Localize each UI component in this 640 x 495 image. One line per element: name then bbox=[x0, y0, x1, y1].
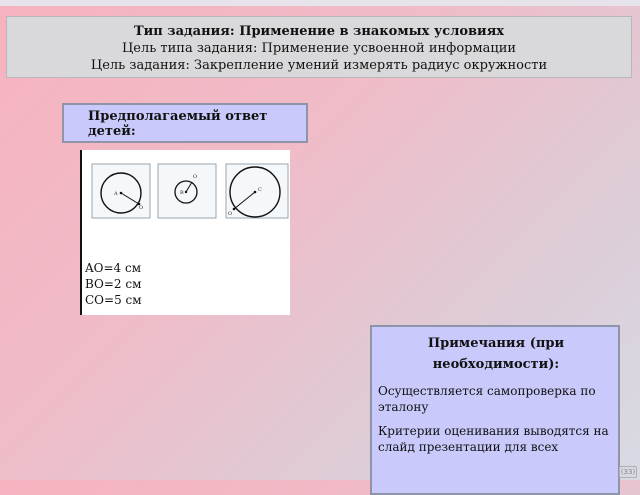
slide-number: (33) bbox=[620, 468, 636, 476]
task-type-title: Тип задания: Применение в знакомых условиях bbox=[133, 24, 505, 39]
note-item-2: Критерии оценивания выводятся на слайд презентации для всех bbox=[378, 424, 609, 454]
task-header bbox=[6, 16, 632, 78]
top-strip bbox=[0, 0, 640, 6]
label-o-2: O bbox=[193, 174, 198, 180]
task-goal: Цель задания: Закрепление умений измерять радиус окружности bbox=[90, 58, 548, 73]
measurement-bo: BO=2 см bbox=[85, 277, 142, 291]
center-c bbox=[254, 191, 257, 194]
notes-title: Примечания (при необходимости): bbox=[427, 336, 565, 372]
label-b: B bbox=[180, 190, 184, 196]
measurement-ao: AO=4 см bbox=[85, 261, 142, 275]
label-a: A bbox=[114, 191, 118, 197]
measurement-co: CO=5 см bbox=[85, 293, 142, 307]
note-item-1: Осуществляется самопроверка по эталону bbox=[378, 384, 596, 414]
task-type-goal: Цель типа задания: Применение усвоенной информации bbox=[121, 41, 517, 56]
expected-answer-label bbox=[62, 103, 308, 143]
point-o-3 bbox=[233, 208, 236, 211]
center-a bbox=[120, 192, 123, 195]
expected-answer-text: Предполагаемый ответ детей: bbox=[88, 109, 268, 139]
circle-frame-3 bbox=[226, 164, 288, 218]
label-o-1: O bbox=[139, 205, 144, 211]
center-b bbox=[185, 191, 187, 193]
circles-figure bbox=[80, 150, 290, 315]
label-o-3: O bbox=[228, 211, 233, 217]
notes-panel bbox=[370, 325, 620, 495]
label-c: C bbox=[258, 187, 262, 193]
